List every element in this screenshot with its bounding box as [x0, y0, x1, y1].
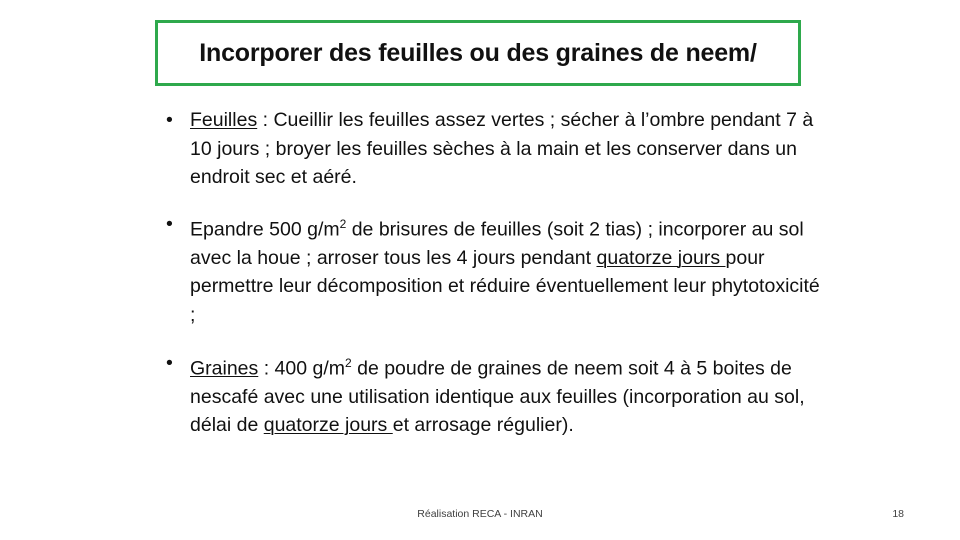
bullet-text: de poudre de graines de neem soit 4 à 5 boites de nescafé avec une utilisation identique aux feuilles (incorporation au sol, délai de [190, 357, 805, 437]
bullet-marker: • [166, 212, 173, 235]
page-number: 18 [892, 508, 904, 520]
bullet-marker: • [166, 109, 173, 131]
superscript: 2 [339, 216, 347, 231]
bullet-list [164, 106, 824, 440]
footer-credit: Réalisation RECA - INRAN [417, 508, 543, 520]
underlined-duration: quatorze jours [263, 414, 393, 437]
superscript: 2 [345, 355, 352, 370]
slide-title: Incorporer des feuilles ou des graines de neem/ [199, 38, 757, 67]
bullet-marker: • [166, 351, 173, 374]
bullet-epandre [164, 210, 824, 330]
bullet-text: : 400 g/m [258, 357, 345, 380]
bullet-text: : Cueillir les feuilles assez vertes ; sécher à l’ombre pendant 7 à 10 jours ; broyer les feuilles sèches à la main et les conserver dans un endroit sec et aéré. [190, 109, 814, 189]
bullet-text: Epandre 500 g/m [190, 218, 340, 241]
bullet-feuilles [164, 106, 824, 192]
bullet-text: pour permettre leur décomposition et réduire éventuellement leur phytotoxicité ; [190, 246, 820, 327]
title-box [155, 20, 801, 86]
bullet-text: et arrosage régulier). [392, 414, 574, 437]
bullet-text: de brisures de feuilles (soit 2 tias) ; incorporer au sol avec la houe ; arroser tous les 4 jours pendant [190, 218, 804, 269]
term-graines: Graines [190, 357, 259, 380]
bullet-graines [164, 349, 824, 440]
underlined-duration: quatorze jours [596, 246, 726, 269]
term-feuilles: Feuilles [190, 109, 258, 131]
